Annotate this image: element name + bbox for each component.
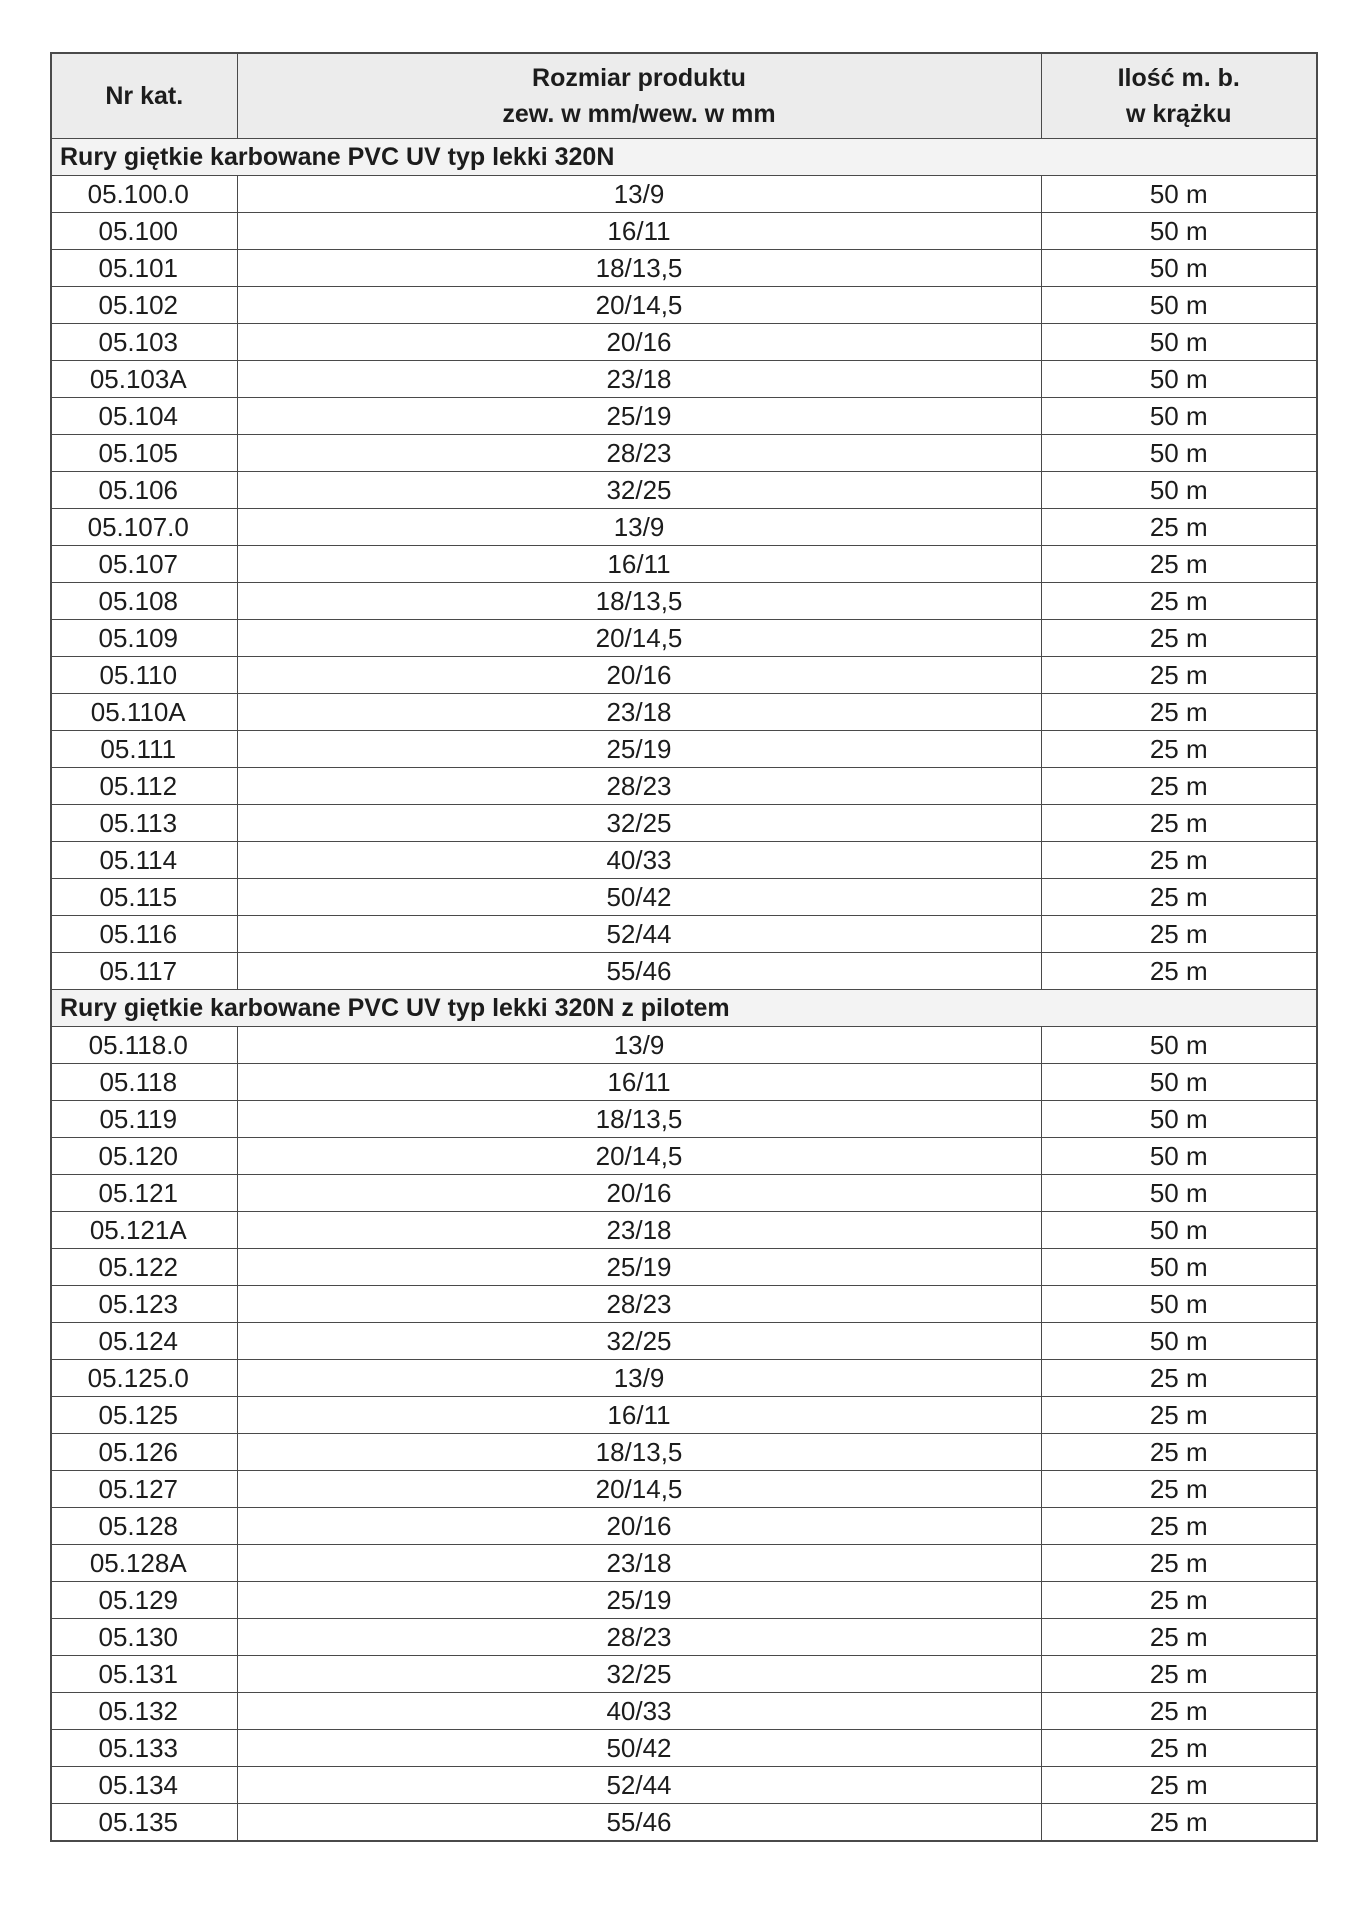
quantity-cell: 50 m (1041, 250, 1317, 287)
table-row (51, 1619, 1317, 1656)
catalog-number-cell: 05.125.0 (51, 1360, 237, 1397)
catalog-number-cell: 05.121 (51, 1175, 237, 1212)
catalog-number-cell: 05.107 (51, 546, 237, 583)
section-header-row (51, 990, 1317, 1027)
catalog-number-cell: 05.105 (51, 435, 237, 472)
quantity-cell: 50 m (1041, 1175, 1317, 1212)
product-size-cell: 32/25 (237, 472, 1041, 509)
product-size-cell: 23/18 (237, 1545, 1041, 1582)
catalog-number-cell: 05.104 (51, 398, 237, 435)
table-row (51, 620, 1317, 657)
quantity-cell: 50 m (1041, 1212, 1317, 1249)
product-size-cell: 13/9 (237, 1360, 1041, 1397)
quantity-cell: 25 m (1041, 1730, 1317, 1767)
product-size-cell: 20/14,5 (237, 287, 1041, 324)
catalog-number-cell: 05.135 (51, 1804, 237, 1842)
table-row (51, 1693, 1317, 1730)
quantity-cell: 25 m (1041, 1434, 1317, 1471)
table-row (51, 583, 1317, 620)
product-size-cell: 20/14,5 (237, 620, 1041, 657)
catalog-number-cell: 05.115 (51, 879, 237, 916)
product-size-cell: 23/18 (237, 361, 1041, 398)
table-row (51, 1471, 1317, 1508)
product-size-cell: 16/11 (237, 546, 1041, 583)
catalog-number-cell: 05.110A (51, 694, 237, 731)
quantity-cell: 25 m (1041, 1471, 1317, 1508)
product-size-cell: 18/13,5 (237, 1101, 1041, 1138)
table-row (51, 731, 1317, 768)
product-size-cell: 25/19 (237, 731, 1041, 768)
catalog-number-cell: 05.106 (51, 472, 237, 509)
catalog-number-cell: 05.100.0 (51, 176, 237, 213)
table-row (51, 1656, 1317, 1693)
quantity-cell: 50 m (1041, 213, 1317, 250)
table-row (51, 694, 1317, 731)
table-row (51, 287, 1317, 324)
table-row (51, 435, 1317, 472)
catalog-number-cell: 05.127 (51, 1471, 237, 1508)
table-row (51, 1064, 1317, 1101)
table-row (51, 1767, 1317, 1804)
product-size-cell: 13/9 (237, 509, 1041, 546)
quantity-cell: 50 m (1041, 398, 1317, 435)
table-row (51, 1804, 1317, 1842)
product-size-cell: 52/44 (237, 916, 1041, 953)
quantity-cell: 25 m (1041, 1693, 1317, 1730)
catalog-number-cell: 05.119 (51, 1101, 237, 1138)
catalog-number-cell: 05.111 (51, 731, 237, 768)
quantity-cell: 25 m (1041, 1508, 1317, 1545)
table-body (51, 139, 1317, 1842)
quantity-cell: 25 m (1041, 953, 1317, 990)
header-product-size-line1: Rozmiar produktu (532, 64, 746, 92)
product-size-cell: 13/9 (237, 1027, 1041, 1064)
product-size-cell: 52/44 (237, 1767, 1041, 1804)
section-header-row (51, 139, 1317, 176)
product-size-cell: 20/16 (237, 1175, 1041, 1212)
catalog-number-cell: 05.122 (51, 1249, 237, 1286)
header-catalog-number: Nr kat. (51, 53, 237, 139)
product-size-cell: 18/13,5 (237, 1434, 1041, 1471)
table-row (51, 916, 1317, 953)
quantity-cell: 25 m (1041, 509, 1317, 546)
product-size-cell: 25/19 (237, 1249, 1041, 1286)
quantity-cell: 25 m (1041, 1397, 1317, 1434)
quantity-cell: 25 m (1041, 694, 1317, 731)
quantity-cell: 25 m (1041, 620, 1317, 657)
header-quantity-line2: w krążku (1125, 100, 1232, 128)
product-size-cell: 50/42 (237, 1730, 1041, 1767)
quantity-cell: 50 m (1041, 1286, 1317, 1323)
catalog-number-cell: 05.128 (51, 1508, 237, 1545)
table-row (51, 842, 1317, 879)
catalog-number-cell: 05.112 (51, 768, 237, 805)
product-size-cell: 28/23 (237, 1286, 1041, 1323)
quantity-cell: 50 m (1041, 1323, 1317, 1360)
catalog-number-cell: 05.102 (51, 287, 237, 324)
quantity-cell: 50 m (1041, 1101, 1317, 1138)
table-row (51, 1249, 1317, 1286)
product-size-cell: 20/16 (237, 324, 1041, 361)
quantity-cell: 25 m (1041, 1360, 1317, 1397)
table-row (51, 1360, 1317, 1397)
product-size-cell: 20/16 (237, 657, 1041, 694)
quantity-cell: 50 m (1041, 1138, 1317, 1175)
table-row (51, 1212, 1317, 1249)
catalog-number-cell: 05.121A (51, 1212, 237, 1249)
header-quantity (1041, 53, 1317, 139)
quantity-cell: 25 m (1041, 1619, 1317, 1656)
catalog-number-cell: 05.120 (51, 1138, 237, 1175)
catalog-number-cell: 05.134 (51, 1767, 237, 1804)
catalog-number-cell: 05.130 (51, 1619, 237, 1656)
quantity-cell: 25 m (1041, 1545, 1317, 1582)
catalog-number-cell: 05.131 (51, 1656, 237, 1693)
product-size-cell: 16/11 (237, 1064, 1041, 1101)
table-row (51, 1286, 1317, 1323)
product-size-cell: 28/23 (237, 768, 1041, 805)
table-row (51, 1730, 1317, 1767)
table-row (51, 250, 1317, 287)
catalog-number-cell: 05.128A (51, 1545, 237, 1582)
header-quantity-line1: Ilość m. b. (1117, 64, 1240, 92)
table-row (51, 213, 1317, 250)
quantity-cell: 50 m (1041, 361, 1317, 398)
product-size-cell: 25/19 (237, 1582, 1041, 1619)
product-size-cell: 18/13,5 (237, 250, 1041, 287)
quantity-cell: 25 m (1041, 583, 1317, 620)
catalog-number-cell: 05.100 (51, 213, 237, 250)
catalog-number-cell: 05.124 (51, 1323, 237, 1360)
product-catalog-table (50, 52, 1318, 1842)
table-row (51, 324, 1317, 361)
table-row (51, 1101, 1317, 1138)
table-row (51, 1434, 1317, 1471)
table-row (51, 657, 1317, 694)
table-row (51, 398, 1317, 435)
product-size-cell: 55/46 (237, 1804, 1041, 1842)
catalog-number-cell: 05.132 (51, 1693, 237, 1730)
catalog-number-cell: 05.126 (51, 1434, 237, 1471)
table-row (51, 546, 1317, 583)
quantity-cell: 50 m (1041, 435, 1317, 472)
product-size-cell: 23/18 (237, 694, 1041, 731)
product-size-cell: 40/33 (237, 842, 1041, 879)
quantity-cell: 25 m (1041, 842, 1317, 879)
product-size-cell: 28/23 (237, 1619, 1041, 1656)
catalog-number-cell: 05.109 (51, 620, 237, 657)
quantity-cell: 50 m (1041, 1249, 1317, 1286)
quantity-cell: 25 m (1041, 1804, 1317, 1842)
quantity-cell: 25 m (1041, 1656, 1317, 1693)
table-row (51, 1027, 1317, 1064)
table-row (51, 1397, 1317, 1434)
product-size-cell: 32/25 (237, 1656, 1041, 1693)
product-size-cell: 16/11 (237, 1397, 1041, 1434)
table-row (51, 1508, 1317, 1545)
quantity-cell: 25 m (1041, 1582, 1317, 1619)
header-product-size-line2: zew. w mm/wew. w mm (502, 100, 776, 128)
quantity-cell: 25 m (1041, 546, 1317, 583)
table-row (51, 361, 1317, 398)
section-title: Rury giętkie karbowane PVC UV typ lekki 320N z pilotem (51, 990, 1317, 1027)
product-size-cell: 20/14,5 (237, 1471, 1041, 1508)
catalog-number-cell: 05.103A (51, 361, 237, 398)
quantity-cell: 25 m (1041, 879, 1317, 916)
product-size-cell: 55/46 (237, 953, 1041, 990)
product-size-cell: 28/23 (237, 435, 1041, 472)
catalog-number-cell: 05.117 (51, 953, 237, 990)
product-size-cell: 18/13,5 (237, 583, 1041, 620)
catalog-number-cell: 05.108 (51, 583, 237, 620)
quantity-cell: 50 m (1041, 324, 1317, 361)
catalog-number-cell: 05.110 (51, 657, 237, 694)
product-size-cell: 16/11 (237, 213, 1041, 250)
product-size-cell: 50/42 (237, 879, 1041, 916)
table-row (51, 509, 1317, 546)
table-row (51, 472, 1317, 509)
table-row (51, 176, 1317, 213)
table-row (51, 953, 1317, 990)
table-row (51, 1323, 1317, 1360)
catalog-number-cell: 05.118.0 (51, 1027, 237, 1064)
header-row (51, 53, 1317, 139)
quantity-cell: 25 m (1041, 657, 1317, 694)
catalog-number-cell: 05.118 (51, 1064, 237, 1101)
table-row (51, 1545, 1317, 1582)
product-size-cell: 32/25 (237, 1323, 1041, 1360)
quantity-cell: 50 m (1041, 472, 1317, 509)
product-size-cell: 23/18 (237, 1212, 1041, 1249)
quantity-cell: 50 m (1041, 1027, 1317, 1064)
table-row (51, 1582, 1317, 1619)
quantity-cell: 50 m (1041, 287, 1317, 324)
catalog-number-cell: 05.113 (51, 805, 237, 842)
catalog-number-cell: 05.116 (51, 916, 237, 953)
catalog-number-cell: 05.133 (51, 1730, 237, 1767)
product-size-cell: 20/16 (237, 1508, 1041, 1545)
table-row (51, 1175, 1317, 1212)
section-title: Rury giętkie karbowane PVC UV typ lekki 320N (51, 139, 1317, 176)
quantity-cell: 25 m (1041, 1767, 1317, 1804)
quantity-cell: 25 m (1041, 768, 1317, 805)
catalog-number-cell: 05.125 (51, 1397, 237, 1434)
quantity-cell: 25 m (1041, 731, 1317, 768)
catalog-number-cell: 05.129 (51, 1582, 237, 1619)
product-size-cell: 13/9 (237, 176, 1041, 213)
catalog-number-cell: 05.123 (51, 1286, 237, 1323)
product-size-cell: 25/19 (237, 398, 1041, 435)
quantity-cell: 50 m (1041, 1064, 1317, 1101)
table-row (51, 805, 1317, 842)
table-row (51, 1138, 1317, 1175)
catalog-number-cell: 05.103 (51, 324, 237, 361)
catalog-number-cell: 05.101 (51, 250, 237, 287)
product-size-cell: 20/14,5 (237, 1138, 1041, 1175)
catalog-number-cell: 05.107.0 (51, 509, 237, 546)
quantity-cell: 25 m (1041, 805, 1317, 842)
quantity-cell: 25 m (1041, 916, 1317, 953)
table-header (51, 53, 1317, 139)
product-size-cell: 32/25 (237, 805, 1041, 842)
product-size-cell: 40/33 (237, 1693, 1041, 1730)
table-row (51, 768, 1317, 805)
quantity-cell: 50 m (1041, 176, 1317, 213)
catalog-number-cell: 05.114 (51, 842, 237, 879)
table-row (51, 879, 1317, 916)
header-product-size (237, 53, 1041, 139)
